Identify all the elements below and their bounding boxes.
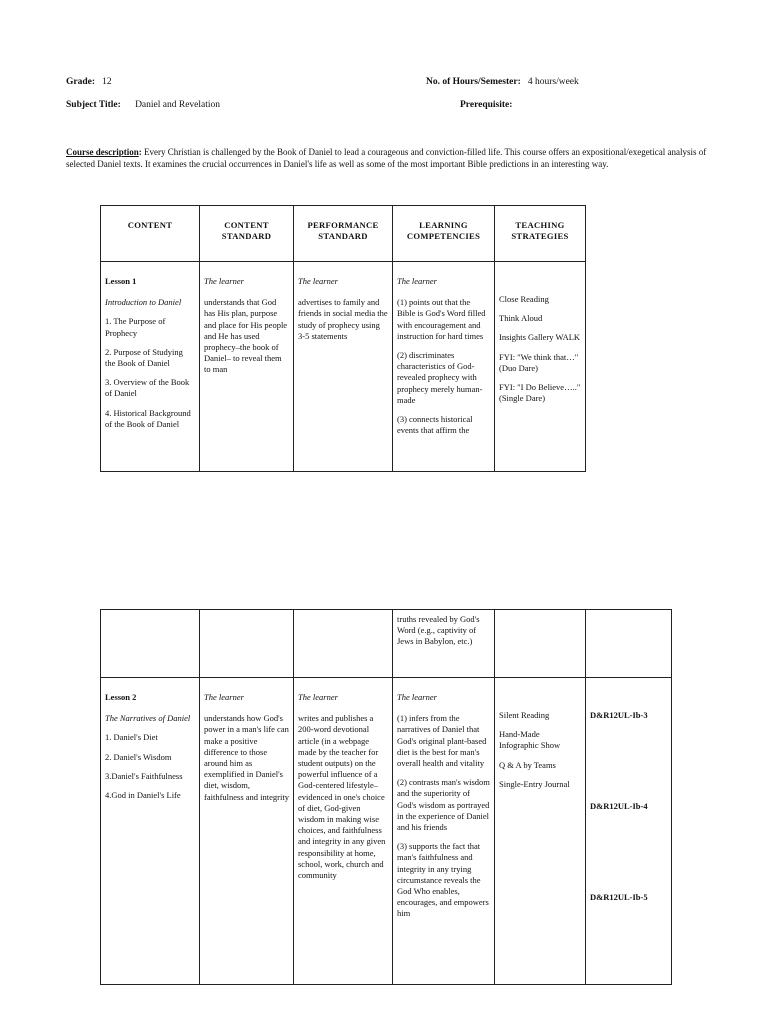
strategy-item: Hand-Made Infographic Show bbox=[499, 729, 561, 751]
lesson1-content bbox=[101, 262, 200, 472]
content-standard-text: understands that God has His plan, purpose and place for His people and He has used prophecy–the book of Daniel– to reveal them to man bbox=[204, 297, 288, 375]
lesson2-topic: 3.Daniel's Faithfulness bbox=[105, 770, 183, 781]
performance-standard-text: writes and publishes a 200-word devotional article (in a webpage made by the teacher for student outputs) on the powerful influence of a God-centered lifestyle– evidenced in one's choice of diet, God-given wisdom in making wise choices, and faithfulness and integrity in any given responsibility at home, school, work, church and community bbox=[298, 713, 386, 881]
header-learning-competencies: LEARNING COMPETENCIES bbox=[393, 206, 495, 262]
hours-value: 4 hours/week bbox=[527, 77, 579, 87]
strategy-item: Single-Entry Journal bbox=[499, 778, 570, 789]
learner-label: The learner bbox=[397, 276, 437, 286]
competency-item: (1) infers from the narratives of Daniel that God's original plant-based diet is the best for man's overall health and vitality bbox=[397, 713, 487, 769]
header-content-standard: CONTENT STANDARD bbox=[200, 206, 294, 262]
competency-item: (2) discriminates characteristics of God-revealed prophecy with prophecy merely human-made bbox=[397, 350, 483, 405]
description-label: Course description bbox=[66, 147, 139, 157]
hours-line: No. of Hours/Semester: 4 hours/week bbox=[426, 77, 579, 87]
grade-line: Grade: 12 bbox=[66, 77, 112, 87]
learner-label: The learner bbox=[204, 692, 244, 702]
competency-item: (2) contrasts man's wisdom and the superiority of God's wisdom as portrayed in the experience of Daniel and his friends bbox=[397, 777, 490, 833]
lesson2-content bbox=[101, 678, 200, 985]
grade-label: Grade bbox=[66, 77, 92, 87]
lesson1-subtitle: Introduction to Daniel bbox=[105, 297, 182, 308]
competency-item: (3) connects historical events that affirm the bbox=[397, 414, 473, 436]
hours-label: No. of Hours/Semester bbox=[426, 77, 518, 87]
course-description: Course description: Every Christian is challenged by the Book of Daniel to lead a courageous and conviction-filled life. This course offers an expositional/exegetical analysis of selected Daniel texts. It examines the crucial occurrences in Daniel's life as well as some of the most important Bible predictions in an interesting way. bbox=[66, 147, 707, 169]
strategy-item: FYI: "We think that…" (Duo Dare) bbox=[499, 351, 579, 373]
lesson2-topic: 2. Daniel's Wisdom bbox=[105, 751, 172, 762]
header-teaching-strategies: TEACHING STRATEGIES bbox=[495, 206, 586, 262]
prerequisite-line: Prerequisite: bbox=[460, 100, 513, 110]
lesson1-content-standard bbox=[200, 262, 294, 472]
lesson2-title: Lesson 2 bbox=[105, 692, 137, 702]
learner-label: The learner bbox=[298, 276, 338, 286]
lesson2-topic: 1. Daniel's Diet bbox=[105, 732, 158, 743]
lesson2-performance-standard bbox=[294, 678, 393, 985]
header-row bbox=[101, 206, 586, 262]
strategy-item: FYI: "I Do Believe….." (Single Dare) bbox=[499, 382, 581, 404]
description-text: Every Christian is challenged by the Book of Daniel to lead a courageous and conviction-filled life. This course offers an expositional/exegetical analysis of selected Daniel texts. It examines the crucial occurrences in Daniel's life as well as some of the most important Bible predictions in an interesting way. bbox=[66, 147, 707, 169]
header-content: CONTENT bbox=[101, 206, 200, 262]
lesson2-codes bbox=[586, 678, 672, 985]
prerequisite-label: Prerequisite bbox=[460, 100, 510, 110]
lesson1-topic: 3. Overview of the Book of Daniel bbox=[105, 377, 190, 399]
lesson1-performance-standard bbox=[294, 262, 393, 472]
code-item: D&R12UL-Ib-5 bbox=[590, 892, 648, 903]
competency-item: truths revealed by God's Word (e.g., captivity of Jews in Babylon, etc.) bbox=[397, 614, 480, 647]
learner-label: The learner bbox=[397, 692, 437, 702]
competency-item: (1) points out that the Bible is God's Word filled with encouragement and instruction for hard times bbox=[397, 297, 486, 341]
lesson1-topic: 2. Purpose of Studying the Book of Daniel bbox=[105, 346, 183, 369]
code-item: D&R12UL-Ib-3 bbox=[590, 710, 648, 720]
lesson1-title: Lesson 1 bbox=[105, 276, 137, 286]
performance-standard-text: advertises to family and friends in social media the study of prophecy using 3-5 statements bbox=[298, 297, 388, 341]
subject-line: Subject Title: Daniel and Revelation bbox=[66, 100, 221, 110]
lesson1-competencies bbox=[393, 262, 495, 472]
content-standard-text: understands how God's power in a man's life can make a positive difference to those around him as exemplified in Daniel's diet, wisdom, faithfulness and integrity bbox=[204, 713, 289, 802]
learner-label: The learner bbox=[298, 692, 338, 702]
lesson1-topic: 1. The Purpose of Prophecy bbox=[105, 316, 166, 338]
strategy-item: Insights Gallery WALK bbox=[499, 332, 581, 343]
subject-label: Subject Title bbox=[66, 100, 118, 110]
code-item: D&R12UL-Ib-4 bbox=[590, 801, 648, 812]
curriculum-table-1 bbox=[100, 205, 586, 472]
lesson2-subtitle: The Narratives of Daniel bbox=[105, 713, 191, 724]
lesson2-topic: 4.God in Daniel's Life bbox=[105, 790, 181, 801]
lesson2-row bbox=[101, 678, 672, 985]
lesson1-row bbox=[101, 262, 586, 472]
strategy-item: Close Reading bbox=[499, 294, 549, 304]
strategy-item: Silent Reading bbox=[499, 710, 550, 720]
grade-value: 12 bbox=[102, 77, 112, 87]
strategy-item: Q & A by Teams bbox=[499, 759, 556, 770]
strategy-item: Think Aloud bbox=[499, 313, 543, 324]
competency-item: (3) supports the fact that man's faithfulness and integrity in any trying circumstance reveals the God Who enables, encourages, and empowers him bbox=[397, 841, 489, 919]
lesson2-competencies bbox=[393, 678, 495, 985]
lesson1-strategies bbox=[495, 262, 586, 472]
lesson2-content-standard bbox=[200, 678, 294, 985]
header-performance-standard: PERFORMANCE STANDARD bbox=[294, 206, 393, 262]
continuation-competency bbox=[393, 610, 495, 678]
curriculum-table-2 bbox=[100, 609, 672, 985]
lesson2-strategies bbox=[495, 678, 586, 985]
subject-value: Daniel and Revelation bbox=[135, 100, 221, 110]
continuation-row bbox=[101, 610, 672, 678]
learner-label: The learner bbox=[204, 276, 244, 286]
lesson1-topic: 4. Historical Background of the Book of Daniel bbox=[105, 407, 191, 429]
